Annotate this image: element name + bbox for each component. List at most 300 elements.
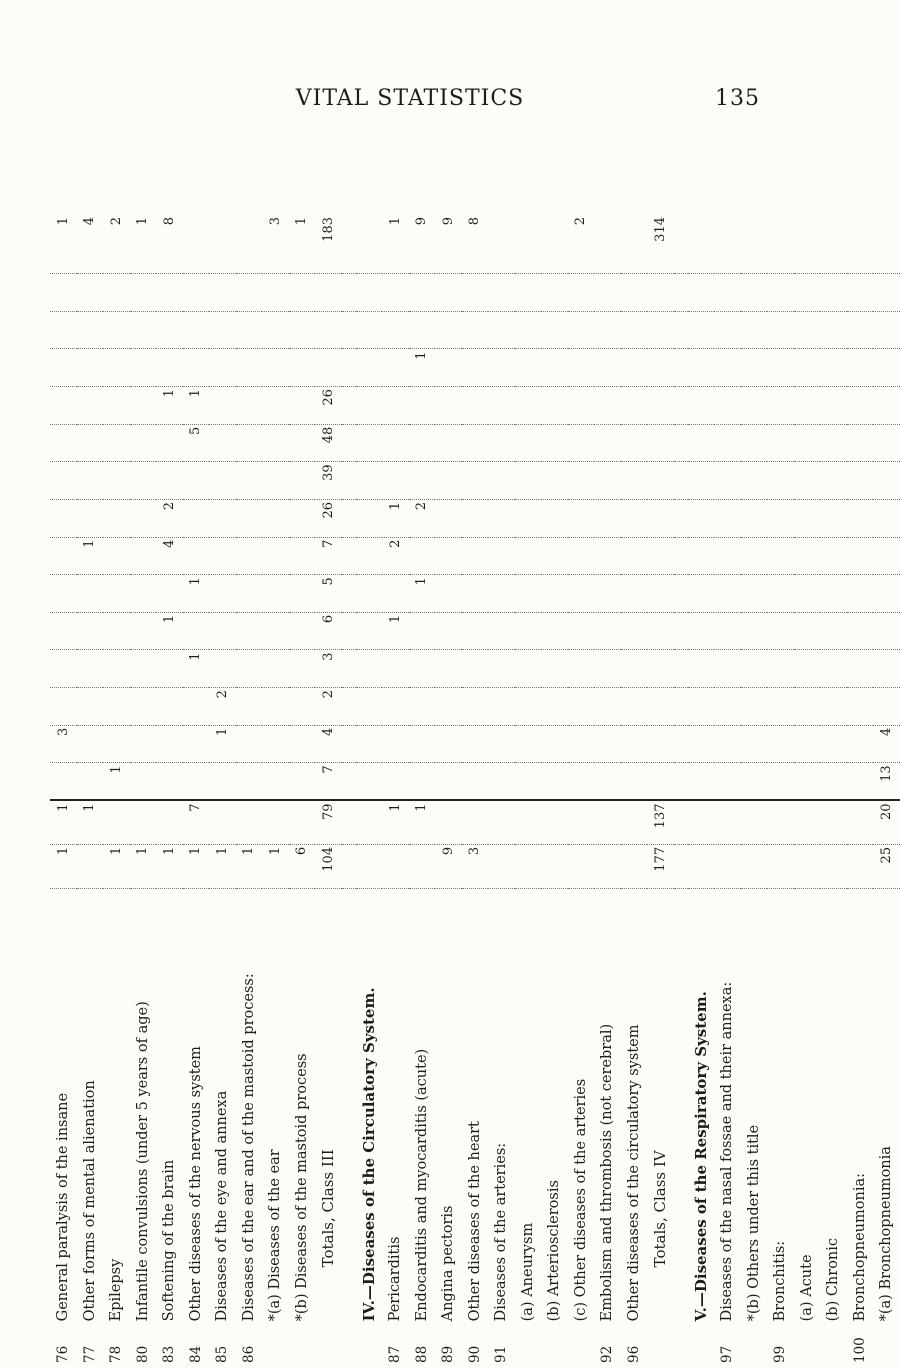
table-row: [847, 215, 874, 1365]
row-label: *(b) Diseases of the mastoid process: [293, 1053, 310, 1322]
value-cell: [647, 424, 674, 462]
value-cell: [515, 499, 542, 537]
value-cell: [847, 688, 874, 726]
value-cell: [794, 311, 821, 349]
total-cell: 1: [289, 215, 316, 274]
value-cell: [794, 274, 821, 312]
table-row: [515, 215, 542, 1365]
value-cell: [741, 462, 768, 500]
value-cell: [820, 349, 847, 387]
value-cell: [342, 612, 356, 650]
value-cell: [847, 844, 874, 888]
totals-row: [315, 215, 342, 1365]
value-cell: [50, 575, 77, 613]
value-cell: [462, 499, 489, 537]
value-cell: [794, 763, 821, 801]
value-cell: [541, 462, 568, 500]
value-cell: [50, 311, 77, 349]
row-label: Diseases of the nasal fossae and their annexa:: [719, 981, 736, 1322]
value-cell: [183, 311, 210, 349]
value-cell: [209, 612, 236, 650]
table-row: [794, 215, 821, 1365]
value-cell: [515, 349, 542, 387]
value-cell: [767, 349, 794, 387]
row-number: 84: [187, 1345, 204, 1363]
value-cell: [342, 650, 356, 688]
value-cell: [236, 537, 263, 575]
value-cell: [621, 844, 648, 888]
value-cell: [356, 650, 383, 688]
value-cell: [103, 311, 130, 349]
value-cell: [714, 763, 741, 801]
value-cell: [847, 349, 874, 387]
value-cell: [342, 311, 356, 349]
value-cell: [356, 349, 383, 387]
value-cell: [382, 387, 409, 425]
value-cell: 1: [236, 844, 263, 888]
value-cell: [568, 311, 595, 349]
value-cell: [409, 688, 436, 726]
value-cell: [568, 424, 595, 462]
value-cell: [342, 274, 356, 312]
value-cell: 7: [315, 537, 342, 575]
value-cell: [236, 650, 263, 688]
table-row: [873, 215, 900, 1365]
value-cell: [674, 575, 688, 613]
total-cell: 8: [462, 215, 489, 274]
value-cell: 6: [315, 612, 342, 650]
value-cell: [209, 424, 236, 462]
value-cell: [873, 349, 900, 387]
table-row: [77, 215, 104, 1365]
value-cell: 1: [409, 349, 436, 387]
spacer-row: [674, 215, 688, 1365]
value-cell: [674, 650, 688, 688]
value-cell: [741, 800, 768, 844]
row-number: [342, 1327, 356, 1365]
value-cell: [873, 688, 900, 726]
value-cell: [262, 311, 289, 349]
value-cell: [103, 462, 130, 500]
value-cell: [568, 537, 595, 575]
value-cell: [794, 844, 821, 888]
value-cell: [541, 763, 568, 801]
value-cell: [183, 462, 210, 500]
value-cell: [568, 349, 595, 387]
value-cell: [209, 311, 236, 349]
value-cell: [209, 274, 236, 312]
value-cell: [568, 763, 595, 801]
value-cell: 1: [382, 499, 409, 537]
value-cell: 1: [262, 844, 289, 888]
value-cell: [130, 424, 157, 462]
row-label: *(a) Bronchopneumonia: [878, 1146, 895, 1322]
value-cell: [714, 650, 741, 688]
value-cell: [262, 800, 289, 844]
value-cell: [621, 387, 648, 425]
total-cell: 1: [130, 215, 157, 274]
value-cell: [342, 424, 356, 462]
value-cell: [462, 387, 489, 425]
value-cell: [674, 274, 688, 312]
value-cell: [130, 612, 157, 650]
row-number: [262, 1327, 289, 1365]
value-cell: [847, 575, 874, 613]
value-cell: 104: [315, 844, 342, 888]
value-cell: [289, 650, 316, 688]
row-number: [674, 1327, 688, 1365]
value-cell: [289, 688, 316, 726]
row-label: (b) Arteriosclerosis: [546, 1180, 563, 1322]
value-cell: [156, 763, 183, 801]
value-cell: 13: [873, 763, 900, 801]
table-row: [767, 215, 794, 1365]
value-cell: 1: [50, 800, 77, 844]
value-cell: [568, 499, 595, 537]
value-cell: [541, 725, 568, 763]
total-cell: [794, 215, 821, 274]
row-number: [568, 1327, 595, 1365]
value-cell: [488, 537, 515, 575]
value-cell: [647, 462, 674, 500]
value-cell: [621, 650, 648, 688]
value-cell: [767, 387, 794, 425]
value-cell: 1: [409, 575, 436, 613]
value-cell: [356, 688, 383, 726]
value-cell: [262, 537, 289, 575]
value-cell: [103, 725, 130, 763]
value-cell: [356, 387, 383, 425]
row-number: 85: [214, 1345, 231, 1363]
value-cell: [820, 650, 847, 688]
total-cell: 2: [103, 215, 130, 274]
value-cell: [541, 537, 568, 575]
total-cell: 9: [409, 215, 436, 274]
value-cell: [767, 537, 794, 575]
value-cell: [741, 725, 768, 763]
value-cell: [820, 274, 847, 312]
value-cell: [103, 688, 130, 726]
value-cell: [741, 424, 768, 462]
value-cell: 1: [103, 763, 130, 801]
value-cell: 2: [156, 499, 183, 537]
row-number: [356, 1327, 383, 1365]
value-cell: [488, 650, 515, 688]
value-cell: [621, 725, 648, 763]
value-cell: [130, 688, 157, 726]
value-cell: [488, 349, 515, 387]
value-cell: [594, 424, 621, 462]
value-cell: [103, 499, 130, 537]
value-cell: 39: [315, 462, 342, 500]
value-cell: [356, 311, 383, 349]
value-cell: [77, 349, 104, 387]
value-cell: [714, 800, 741, 844]
value-cell: [356, 424, 383, 462]
value-cell: [568, 688, 595, 726]
value-cell: [262, 725, 289, 763]
table-row: [741, 215, 768, 1365]
value-cell: [236, 311, 263, 349]
value-cell: [767, 800, 794, 844]
value-cell: 1: [183, 575, 210, 613]
value-cell: [621, 462, 648, 500]
value-cell: [342, 499, 356, 537]
value-cell: [435, 575, 462, 613]
value-cell: [262, 424, 289, 462]
value-cell: [435, 424, 462, 462]
value-cell: [236, 349, 263, 387]
value-cell: [382, 575, 409, 613]
value-cell: [767, 575, 794, 613]
value-cell: [674, 499, 688, 537]
table-row: [382, 215, 409, 1365]
row-number: 89: [440, 1345, 457, 1363]
row-number: [541, 1327, 568, 1365]
value-cell: [674, 424, 688, 462]
value-cell: [289, 311, 316, 349]
value-cell: [594, 650, 621, 688]
value-cell: [794, 725, 821, 763]
value-cell: [621, 763, 648, 801]
value-cell: [103, 537, 130, 575]
value-cell: [77, 650, 104, 688]
value-cell: [674, 387, 688, 425]
value-cell: 1: [77, 537, 104, 575]
value-cell: [820, 537, 847, 575]
value-cell: [515, 612, 542, 650]
value-cell: [621, 800, 648, 844]
value-cell: [515, 800, 542, 844]
value-cell: [462, 349, 489, 387]
table-row: [820, 215, 847, 1365]
value-cell: [488, 800, 515, 844]
row-label: (c) Other diseases of the arteries: [572, 1078, 589, 1322]
value-cell: [741, 650, 768, 688]
value-cell: 1: [50, 844, 77, 888]
value-cell: [568, 650, 595, 688]
value-cell: [674, 349, 688, 387]
value-cell: [568, 462, 595, 500]
value-cell: [741, 274, 768, 312]
value-cell: [794, 650, 821, 688]
value-cell: [515, 424, 542, 462]
value-cell: [714, 311, 741, 349]
value-cell: [289, 575, 316, 613]
value-cell: [847, 763, 874, 801]
total-cell: [356, 215, 383, 274]
value-cell: [462, 725, 489, 763]
value-cell: 1: [409, 800, 436, 844]
value-cell: [541, 499, 568, 537]
value-cell: [409, 311, 436, 349]
value-cell: [621, 537, 648, 575]
value-cell: [714, 725, 741, 763]
value-cell: 7: [183, 800, 210, 844]
value-cell: [794, 349, 821, 387]
row-number: [515, 1327, 542, 1365]
row-label: IV.—Diseases of the Circulatory System.: [359, 987, 378, 1322]
value-cell: [236, 800, 263, 844]
value-cell: 4: [873, 725, 900, 763]
total-cell: [541, 215, 568, 274]
value-cell: [356, 725, 383, 763]
row-number: 92: [599, 1345, 616, 1363]
value-cell: [103, 274, 130, 312]
value-cell: [674, 800, 688, 844]
value-cell: [289, 462, 316, 500]
value-cell: [688, 612, 715, 650]
value-cell: [183, 763, 210, 801]
value-cell: [688, 844, 715, 888]
value-cell: [541, 650, 568, 688]
value-cell: [77, 844, 104, 888]
value-cell: [77, 763, 104, 801]
row-number: [647, 1327, 674, 1365]
value-cell: [541, 844, 568, 888]
row-label: Bronchitis:: [772, 1240, 789, 1322]
total-cell: [820, 215, 847, 274]
value-cell: [873, 424, 900, 462]
value-cell: 1: [209, 725, 236, 763]
value-cell: [714, 612, 741, 650]
value-cell: [688, 725, 715, 763]
value-cell: [674, 844, 688, 888]
row-label: Totals, Class III: [319, 1149, 338, 1268]
value-cell: [77, 725, 104, 763]
value-cell: [409, 274, 436, 312]
value-cell: [594, 800, 621, 844]
value-cell: [183, 349, 210, 387]
value-cell: [794, 499, 821, 537]
value-cell: [714, 844, 741, 888]
row-label: Diseases of the arteries:: [493, 1142, 510, 1322]
table-row: [103, 215, 130, 1365]
row-number: 88: [413, 1345, 430, 1363]
value-cell: [435, 274, 462, 312]
row-label: Totals, Class IV: [651, 1150, 670, 1268]
value-cell: [594, 612, 621, 650]
value-cell: [714, 424, 741, 462]
value-cell: [342, 349, 356, 387]
value-cell: [409, 763, 436, 801]
total-cell: 314: [647, 215, 674, 274]
row-number: [688, 1327, 715, 1365]
value-cell: 1: [103, 844, 130, 888]
value-cell: [794, 688, 821, 726]
table-row: [262, 215, 289, 1365]
section-heading-row: [688, 215, 715, 1365]
value-cell: [382, 725, 409, 763]
value-cell: [435, 499, 462, 537]
value-cell: [183, 725, 210, 763]
total-cell: [674, 215, 688, 274]
value-cell: [409, 462, 436, 500]
value-cell: [262, 387, 289, 425]
value-cell: [156, 424, 183, 462]
value-cell: 9: [435, 844, 462, 888]
value-cell: [77, 499, 104, 537]
total-cell: [183, 215, 210, 274]
value-cell: 48: [315, 424, 342, 462]
value-cell: [594, 688, 621, 726]
value-cell: [767, 311, 794, 349]
value-cell: [714, 499, 741, 537]
value-cell: [688, 499, 715, 537]
value-cell: [77, 575, 104, 613]
value-cell: 1: [156, 387, 183, 425]
value-cell: [209, 650, 236, 688]
value-cell: [382, 650, 409, 688]
value-cell: [262, 575, 289, 613]
value-cell: [382, 349, 409, 387]
value-cell: [262, 274, 289, 312]
value-cell: [741, 349, 768, 387]
row-number: 80: [134, 1345, 151, 1363]
value-cell: 1: [183, 387, 210, 425]
value-cell: [820, 763, 847, 801]
row-number: 90: [466, 1345, 483, 1363]
value-cell: [767, 612, 794, 650]
value-cell: [289, 387, 316, 425]
value-cell: [621, 499, 648, 537]
value-cell: [568, 800, 595, 844]
value-cell: [647, 763, 674, 801]
value-cell: [462, 274, 489, 312]
value-cell: [647, 311, 674, 349]
value-cell: [688, 274, 715, 312]
row-number: 96: [625, 1345, 642, 1363]
value-cell: [435, 537, 462, 575]
value-cell: [515, 311, 542, 349]
value-cell: [315, 311, 342, 349]
row-label: Bronchopneumonia:: [851, 1173, 868, 1322]
value-cell: [130, 800, 157, 844]
value-cell: [594, 763, 621, 801]
value-cell: [356, 462, 383, 500]
value-cell: 177: [647, 844, 674, 888]
value-cell: [156, 800, 183, 844]
value-cell: [462, 650, 489, 688]
value-cell: [77, 462, 104, 500]
value-cell: [621, 575, 648, 613]
value-cell: [688, 311, 715, 349]
value-cell: [435, 763, 462, 801]
value-cell: [515, 725, 542, 763]
value-cell: 1: [130, 844, 157, 888]
value-cell: 26: [315, 387, 342, 425]
value-cell: [541, 575, 568, 613]
value-cell: [156, 725, 183, 763]
value-cell: [236, 387, 263, 425]
total-cell: 8: [156, 215, 183, 274]
value-cell: [767, 650, 794, 688]
value-cell: [236, 462, 263, 500]
value-cell: [183, 612, 210, 650]
value-cell: [488, 612, 515, 650]
value-cell: [77, 311, 104, 349]
value-cell: [515, 387, 542, 425]
value-cell: [847, 462, 874, 500]
table-row: [594, 215, 621, 1365]
value-cell: [342, 688, 356, 726]
value-cell: [594, 387, 621, 425]
row-label: Angina pectoris: [440, 1205, 457, 1322]
value-cell: [209, 499, 236, 537]
value-cell: [462, 612, 489, 650]
value-cell: [594, 725, 621, 763]
table-row: [621, 215, 648, 1365]
